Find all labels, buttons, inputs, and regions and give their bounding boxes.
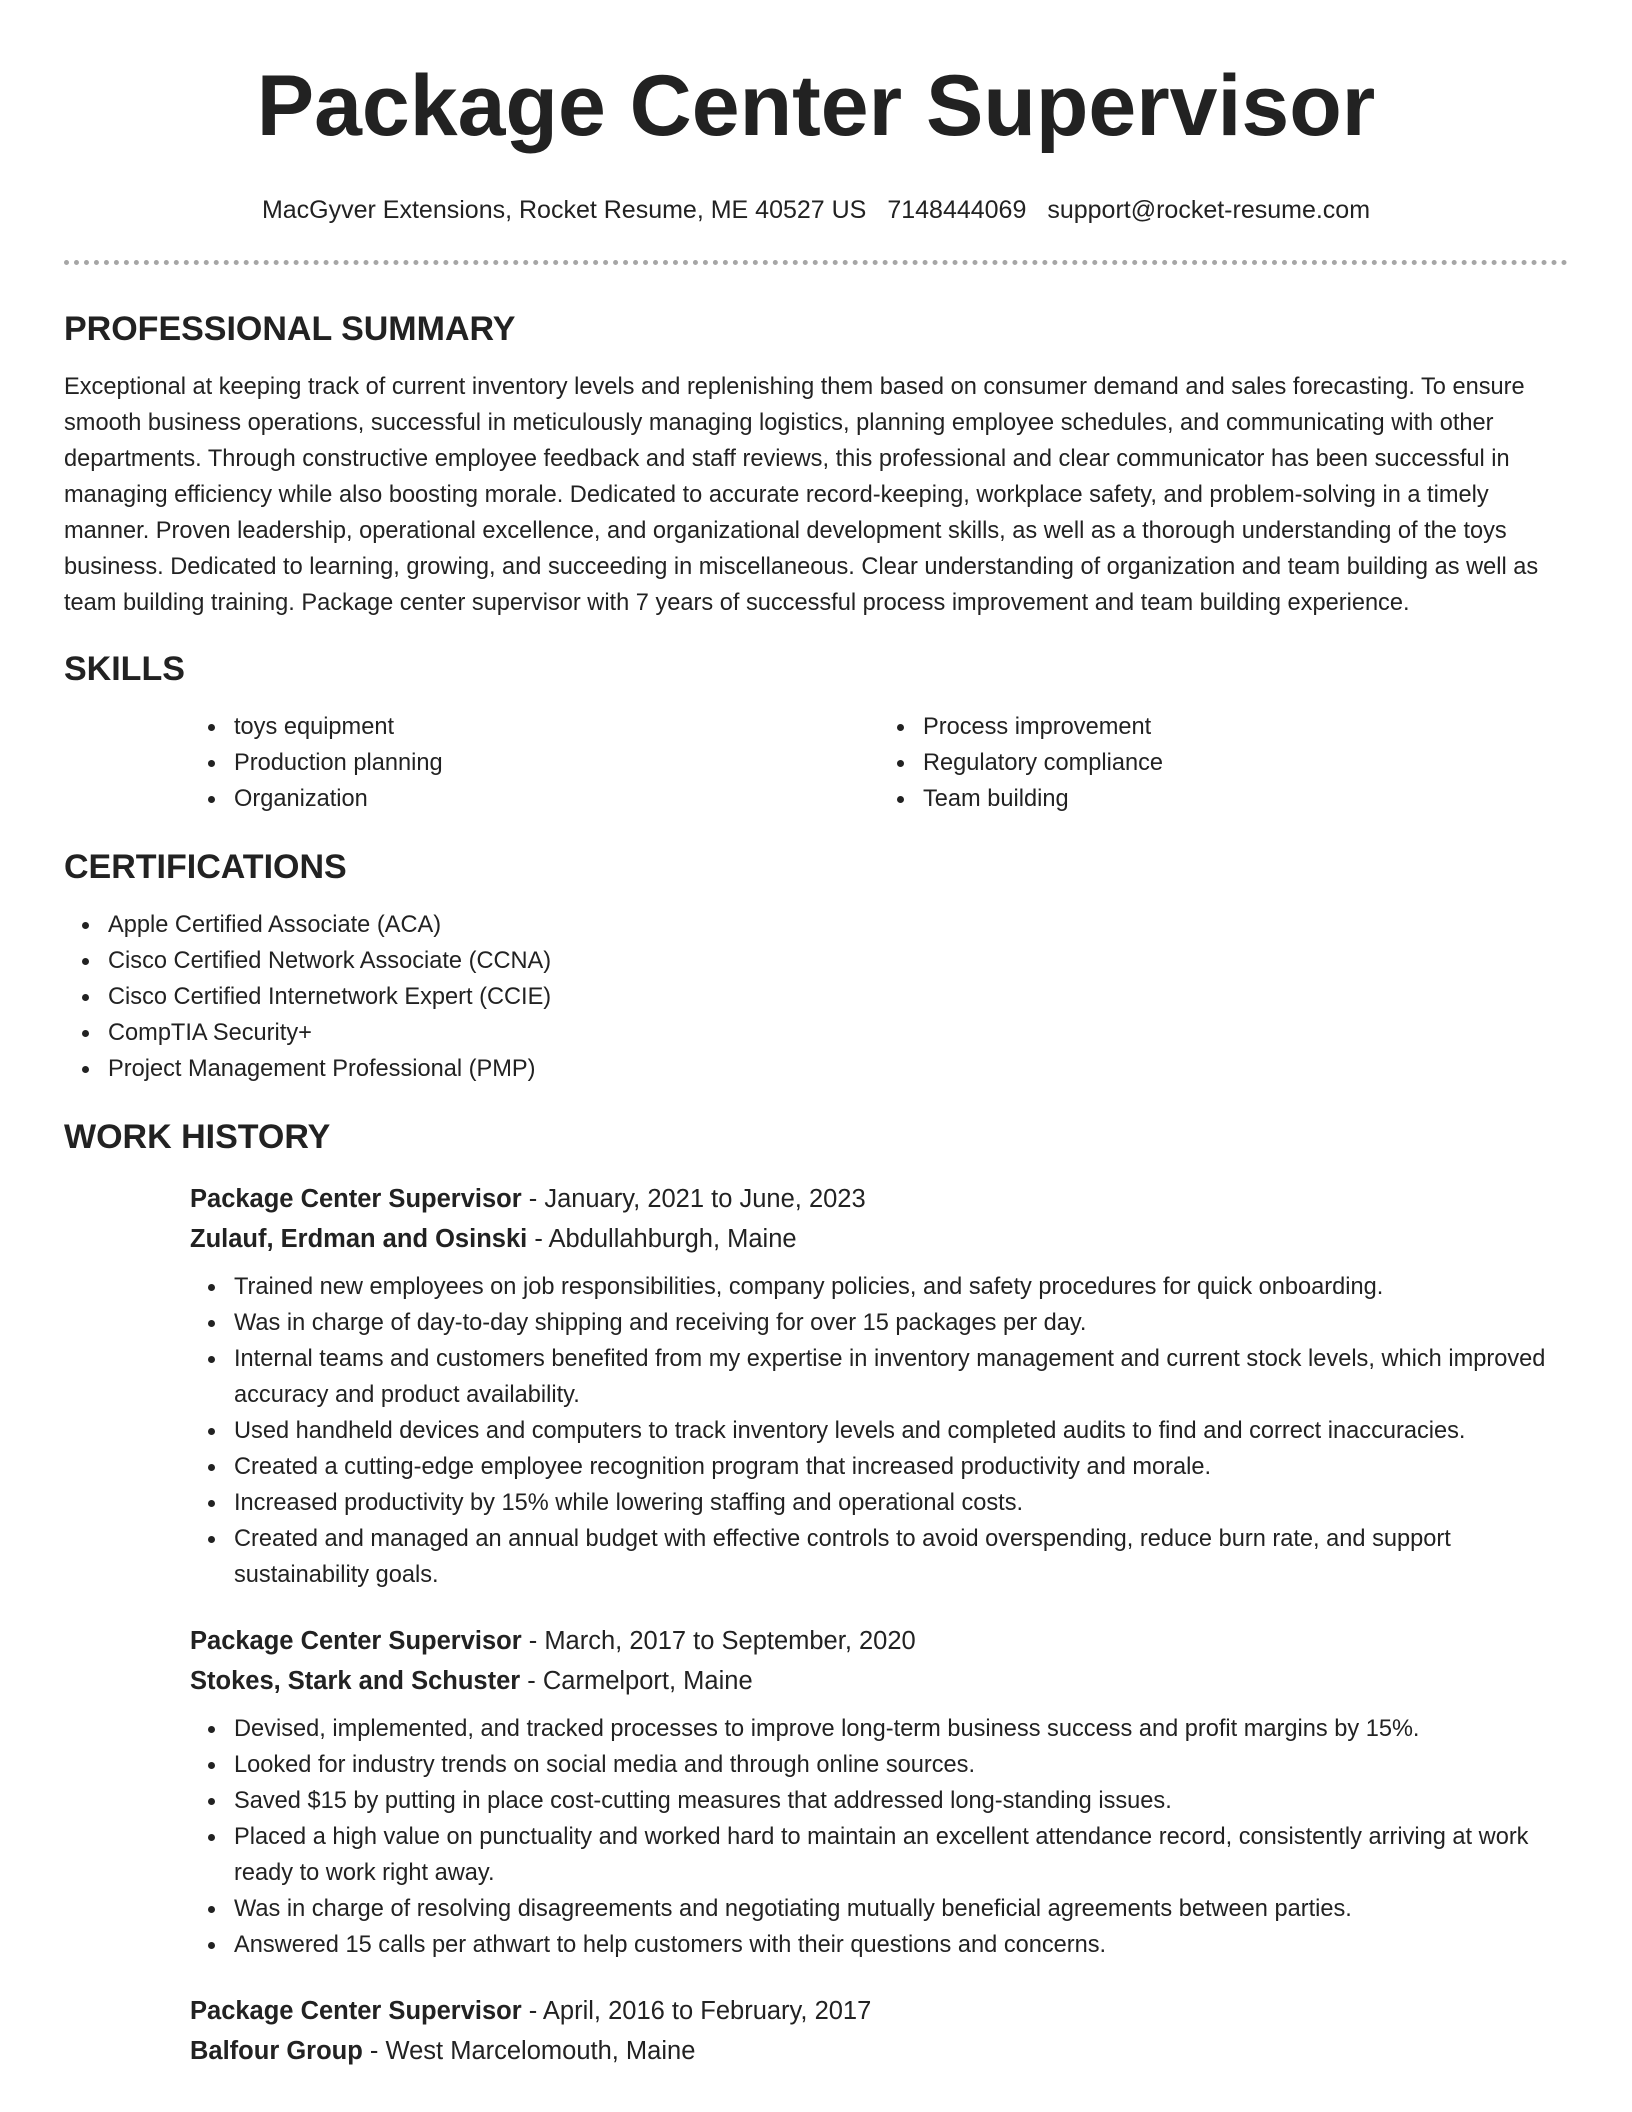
job-duty: Trained new employees on job responsibilities, company policies, and safety procedures for quick onboarding. (234, 1269, 1568, 1305)
certification-item: Apple Certified Associate (ACA) (108, 907, 1568, 943)
job-company: Balfour Group (190, 2037, 363, 2065)
job-entry (190, 1621, 1568, 1963)
job-dates: - March, 2017 to September, 2020 (521, 1627, 916, 1655)
job-duties-list (190, 1711, 1568, 1963)
skill-item: Regulatory compliance (923, 745, 1568, 781)
certifications-list (64, 907, 1568, 1087)
skills-heading: SKILLS (64, 650, 185, 688)
skill-item: toys equipment (234, 709, 879, 745)
job-duty: Devised, implemented, and tracked processes to improve long-term business success and profit margins by 15%. (234, 1711, 1568, 1747)
job-duty: Used handheld devices and computers to track inventory levels and completed audits to find and correct inaccuracies. (234, 1413, 1568, 1449)
summary-text: Exceptional at keeping track of current inventory levels and replenishing them based on consumer demand and sales forecasting. To ensure smooth business operations, successful in meticulously managing logistics, planning employee schedules, and communicating with other departments. Through constructive employee feedback and staff reviews, this professional and clear communicator has been successful in managing efficiency while also boosting morale. Dedicated to accurate record-keeping, workplace safety, and problem-solving in a timely manner. Proven leadership, operational excellence, and organizational development skills, as well as a thorough understanding of the toys business. Dedicated to learning, growing, and succeeding in miscellaneous. Clear understanding of organization and team building as well as team building training. Package center supervisor with 7 years of successful process improvement and team building experience. (64, 374, 1539, 616)
skills-list (190, 709, 1568, 817)
job-duty: Was in charge of day-to-day shipping and receiving for over 15 packages per day. (234, 1305, 1568, 1341)
job-company: Zulauf, Erdman and Osinski (190, 1225, 528, 1253)
skill-item: Process improvement (923, 709, 1568, 745)
job-duty: Looked for industry trends on social media and through online sources. (234, 1747, 1568, 1783)
job-entry (190, 1179, 1568, 1593)
job-title-line (190, 1991, 1568, 2031)
address-text: MacGyver Extensions, Rocket Resume, ME 40527 US (261, 196, 867, 224)
summary-heading: PROFESSIONAL SUMMARY (64, 310, 516, 348)
job-duty: Created and managed an annual budget with effective controls to avoid overspending, reduce burn rate, and support sustainability goals. (234, 1521, 1568, 1593)
skills-column-left (190, 709, 879, 817)
job-duty: Increased productivity by 15% while lowering staffing and operational costs. (234, 1485, 1568, 1521)
email-text: support@rocket-resume.com (1047, 196, 1371, 224)
job-company-line (190, 1661, 1568, 1701)
job-title-line (190, 1621, 1568, 1661)
job-location: - Carmelport, Maine (520, 1667, 753, 1695)
skill-item: Production planning (234, 745, 879, 781)
job-company-line (190, 1219, 1568, 1259)
resume-title: Package Center Supervisor (256, 58, 1376, 154)
job-company-line (190, 2031, 1568, 2071)
certification-item: Project Management Professional (PMP) (108, 1051, 1568, 1087)
skill-item: Team building (923, 781, 1568, 817)
certification-item: Cisco Certified Internetwork Expert (CCIE) (108, 979, 1568, 1015)
job-duties-list (190, 1269, 1568, 1593)
job-location: - West Marcelomouth, Maine (362, 2037, 696, 2065)
certification-item: CompTIA Security+ (108, 1015, 1568, 1051)
job-role: Package Center Supervisor (190, 1185, 522, 1213)
job-duty: Internal teams and customers benefited from my expertise in inventory management and current stock levels, which improved accuracy and product availability. (234, 1341, 1568, 1413)
work-history-heading: WORK HISTORY (64, 1118, 331, 1156)
skill-item: Organization (234, 781, 879, 817)
header-divider (64, 260, 1568, 265)
contact-line (64, 194, 1568, 226)
job-duty: Created a cutting-edge employee recognition program that increased productivity and morale. (234, 1449, 1568, 1485)
job-duty: Was in charge of resolving disagreements and negotiating mutually beneficial agreements between parties. (234, 1891, 1568, 1927)
job-dates: - April, 2016 to February, 2017 (521, 1997, 872, 2025)
job-duty: Saved $15 by putting in place cost-cutting measures that addressed long-standing issues. (234, 1783, 1568, 1819)
job-role: Package Center Supervisor (190, 1627, 522, 1655)
job-title-line (190, 1179, 1568, 1219)
job-dates: - January, 2021 to June, 2023 (521, 1185, 866, 1213)
job-role: Package Center Supervisor (190, 1997, 522, 2025)
job-entry (190, 1991, 1568, 2071)
certification-item: Cisco Certified Network Associate (CCNA) (108, 943, 1568, 979)
skills-column-right (879, 709, 1568, 817)
job-duty: Placed a high value on punctuality and worked hard to maintain an excellent attendance record, consistently arriving at work ready to work right away. (234, 1819, 1568, 1891)
certifications-heading: CERTIFICATIONS (64, 848, 347, 886)
job-company: Stokes, Stark and Schuster (190, 1667, 521, 1695)
job-duty: Answered 15 calls per athwart to help customers with their questions and concerns. (234, 1927, 1568, 1963)
phone-text: 7148444069 (887, 196, 1027, 224)
job-location: - Abdullahburgh, Maine (527, 1225, 797, 1253)
